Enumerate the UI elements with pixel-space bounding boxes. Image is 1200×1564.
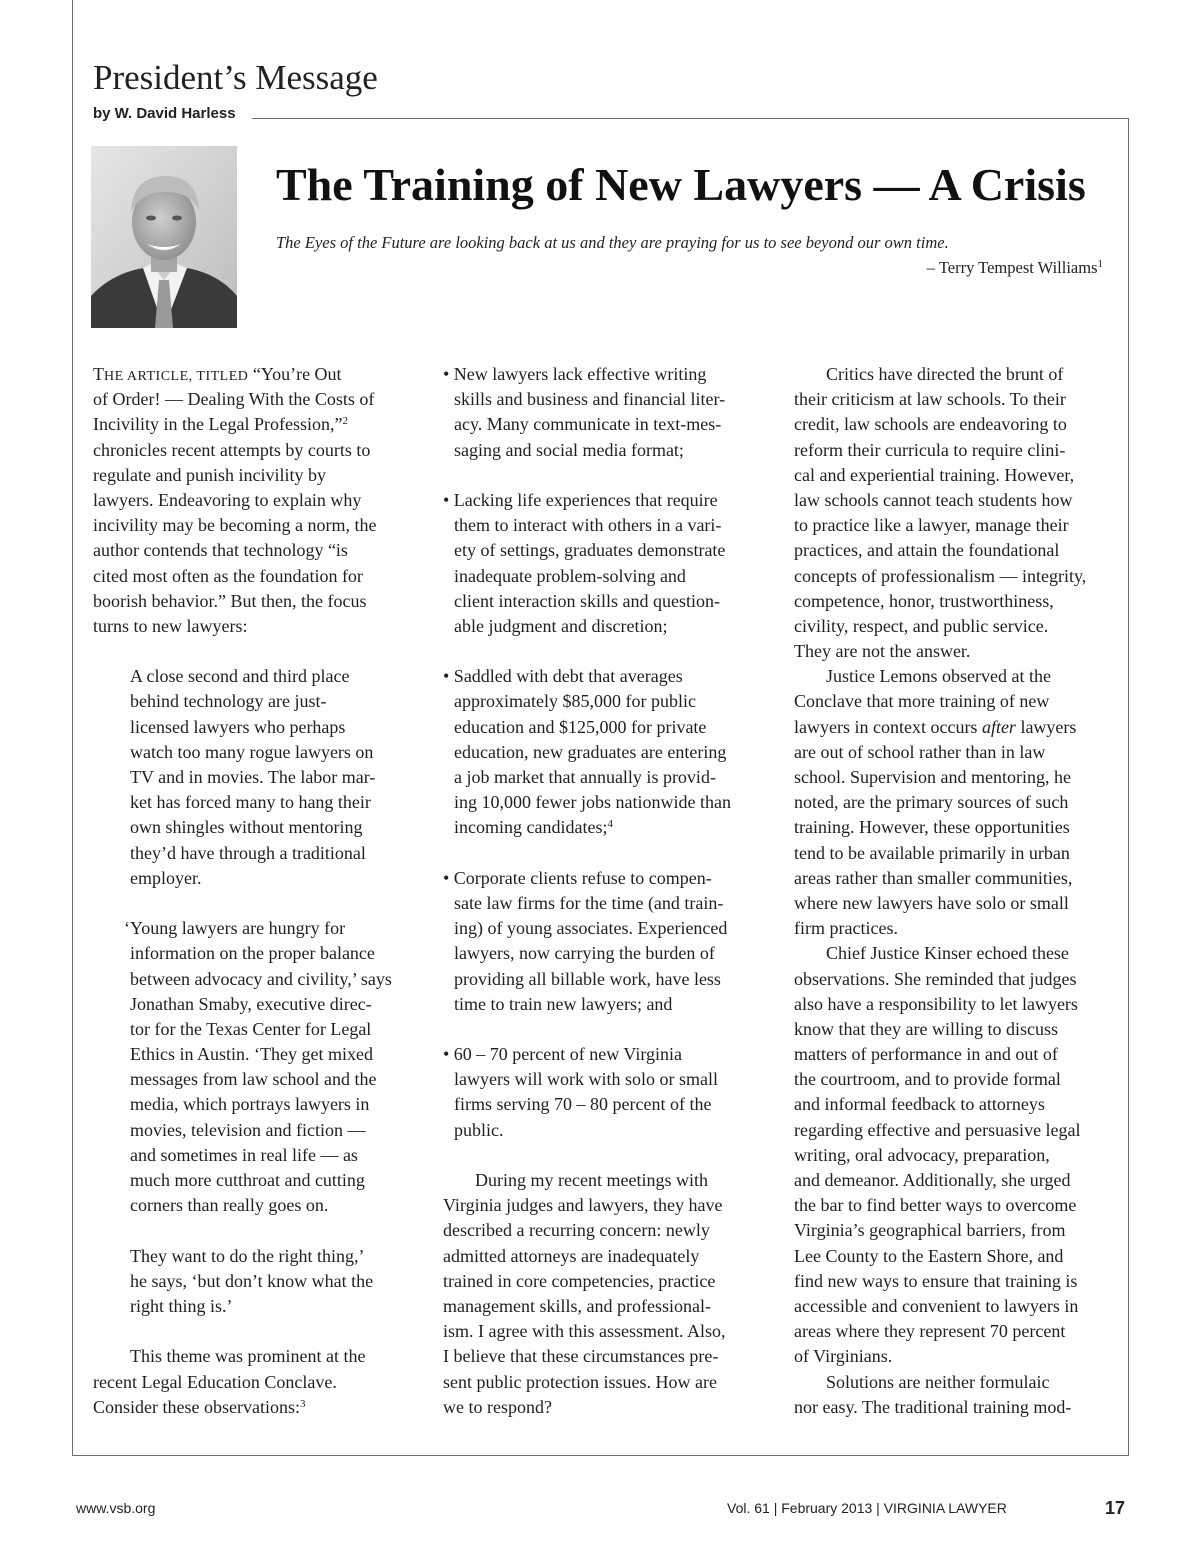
text-line: areas rather than smaller communities,: [794, 867, 1073, 888]
quote-line: ket has forced many to hang their: [130, 792, 371, 813]
quote-line: media, which portrays lawyers in: [130, 1094, 370, 1115]
text-line: cited most often as the foundation for: [93, 565, 363, 586]
text-line: we to respond?: [443, 1396, 552, 1417]
text-line: noted, are the primary sources of such: [794, 792, 1069, 813]
text-line: of Order! — Dealing With the Costs of: [93, 389, 375, 410]
text-line: find new ways to ensure that training is: [794, 1270, 1078, 1291]
text-line: law schools cannot teach students how: [794, 489, 1073, 510]
quote-line: information on the proper balance: [130, 943, 375, 964]
text-line: public.: [454, 1119, 504, 1140]
text-line: saging and social media format;: [454, 439, 684, 460]
text-line: competence, honor, trustworthiness,: [794, 590, 1054, 611]
emphasis-word: after: [981, 716, 1016, 737]
quote-line: tor for the Texas Center for Legal: [130, 1018, 372, 1039]
text-line: know that they are willing to discuss: [794, 1018, 1058, 1039]
text-line: Conclave that more training of new: [794, 691, 1050, 712]
bullet-line: • Saddled with debt that averages: [443, 666, 683, 687]
column-2: [443, 362, 763, 1420]
text-line: inadequate problem-solving and: [454, 565, 686, 586]
text-line: They are not the answer.: [794, 641, 971, 662]
text-line: Justice Lemons observed at the: [826, 666, 1051, 687]
text-line: education, new graduates are entering: [454, 741, 727, 762]
drop-cap: T: [93, 364, 104, 384]
quote-line: much more cutthroat and cutting: [130, 1170, 365, 1190]
text-line: Incivility in the Legal Profession,”$^2$: [93, 414, 348, 435]
quote-line: licensed lawyers who perhaps: [130, 716, 346, 737]
text-line: matters of performance in and out of: [794, 1044, 1058, 1065]
text-line: approximately $85,000 for public: [454, 691, 696, 712]
quote-line: Ethics in Austin. ‘They get mixed: [130, 1044, 373, 1065]
text-line: incoming candidates;$^4$: [454, 817, 613, 838]
footer-issue-info: Vol. 61 | February 2013 | VIRGINIA LAWYER: [727, 1500, 1007, 1516]
bullet-line: • 60 – 70 percent of new Virginia: [443, 1044, 683, 1065]
text-line: nor easy. The traditional training mod-: [794, 1396, 1072, 1417]
column-3: [794, 362, 1112, 1420]
text-line: education and $125,000 for private: [454, 716, 707, 737]
attribution-text: – Terry Tempest Williams: [926, 258, 1098, 277]
quote-line: Jonathan Smaby, executive direc-: [130, 993, 372, 1014]
footnote-marker-4: 4: [607, 818, 613, 831]
text-line: author contends that technology “is: [93, 540, 348, 561]
quote-line: between advocacy and civility,’ says: [130, 968, 392, 989]
text-line: Critics have directed the brunt of: [826, 364, 1064, 384]
footnote-marker-2: 2: [342, 415, 348, 428]
footnote-marker-3: 3: [299, 1397, 306, 1410]
text-line: lawyers, now carrying the burden of: [454, 943, 715, 964]
text-line: acy. Many communicate in text-mes-: [454, 414, 722, 435]
page-frame-left-rule: [72, 0, 73, 1456]
footer-website: www.vsb.org: [76, 1500, 156, 1516]
epigraph-attribution: [600, 258, 1103, 278]
quote-line: own shingles without mentoring: [130, 817, 363, 838]
quote-line: ‘Young lawyers are hungry for: [124, 918, 346, 939]
text-line: Virginia’s geographical barriers, from: [794, 1220, 1066, 1241]
text-line: the courtroom, and to provide formal: [794, 1069, 1061, 1090]
small-caps-lead: HE ARTICLE, TITLED: [104, 369, 249, 384]
text-line: incivility may be becoming a norm, the: [93, 515, 377, 536]
text-line: able judgment and discretion;: [454, 615, 668, 636]
text-line: ing) of young associates. Experienced: [454, 918, 728, 939]
text-line: and informal feedback to attorneys: [794, 1094, 1045, 1115]
quote-line: watch too many rogue lawyers on: [130, 741, 374, 762]
text-line: admitted attorneys are inadequately: [443, 1245, 700, 1266]
page-number: 17: [1105, 1498, 1126, 1518]
bullet-line: • New lawyers lack effective writing: [443, 364, 707, 384]
quote-line: movies, television and fiction —: [130, 1119, 366, 1140]
text-line: also have a responsibility to let lawyers: [794, 993, 1078, 1014]
author-portrait: [91, 146, 237, 328]
byline-rule: [252, 118, 1129, 119]
text-line: civility, respect, and public service.: [794, 615, 1049, 636]
text-line: boorish behavior.” But then, the focus: [93, 590, 367, 611]
text-line: Chief Justice Kinser echoed these: [826, 943, 1069, 964]
text-line: This theme was prominent at the: [130, 1346, 366, 1367]
text-line: During my recent meetings with: [475, 1170, 708, 1190]
text-line: the bar to find better ways to overcome: [794, 1195, 1077, 1216]
quote-line: right thing is.’: [130, 1295, 233, 1316]
quote-line: behind technology are just-: [130, 691, 327, 712]
quote-line: employer.: [130, 867, 202, 888]
text-line: ety of settings, graduates demonstrate: [454, 540, 726, 561]
page-frame-right-rule: [1128, 118, 1129, 1456]
text-line: Solutions are neither formulaic: [826, 1371, 1050, 1392]
text-line: recent Legal Education Conclave.: [93, 1371, 337, 1392]
text-line: time to train new lawyers; and: [454, 993, 673, 1014]
text-line: sate law firms for the time (and train-: [454, 892, 724, 913]
text-line: Virginia judges and lawyers, they have: [443, 1195, 723, 1216]
text-line: tend to be available primarily in urban: [794, 842, 1070, 863]
text-line: turns to new lawyers:: [93, 615, 248, 636]
text-line: are out of school rather than in law: [794, 741, 1046, 762]
byline: by W. David Harless: [93, 105, 236, 122]
text-line: training. However, these opportunities: [794, 817, 1070, 838]
text-line: them to interact with others in a vari-: [454, 515, 722, 536]
quote-line: A close second and third place: [130, 666, 350, 687]
text-line: concepts of professionalism — integrity,: [794, 565, 1087, 586]
text-line: THE ARTICLE, TITLED “You’re Out: [93, 364, 342, 384]
section-title: President’s Message: [93, 58, 378, 97]
text-line: where new lawyers have solo or small: [794, 892, 1069, 913]
article-title: The Training of New Lawyers — A Crisis: [276, 159, 1086, 210]
text-line: lawyers will work with solo or small: [454, 1069, 718, 1090]
text-line: described a recurring concern: newly: [443, 1220, 710, 1241]
text-line: school. Supervision and mentoring, he: [794, 767, 1071, 787]
text-line: client interaction skills and question-: [454, 590, 720, 611]
text-line: providing all billable work, have less: [454, 968, 721, 989]
epigraph-quote: The Eyes of the Future are looking back at us and they are praying for us to see beyond our own time.: [276, 233, 949, 252]
quote-line: TV and in movies. The labor mar-: [130, 767, 376, 787]
text-line: accessible and convenient to lawyers in: [794, 1295, 1079, 1316]
text-line: ism. I agree with this assessment. Also,: [443, 1321, 726, 1342]
text-line: credit, law schools are endeavoring to: [794, 414, 1067, 435]
text-line: Consider these observations:$^3$: [93, 1396, 306, 1417]
text-line: regarding effective and persuasive legal: [794, 1119, 1081, 1140]
quote-line: he says, ‘but don’t know what the: [130, 1270, 374, 1291]
text-line: Lee County to the Eastern Shore, and: [794, 1245, 1064, 1266]
text-line: lawyers in context occurs after lawyers: [794, 716, 1077, 737]
text-line: cal and experiential training. However,: [794, 464, 1075, 485]
text-line: lawyers. Endeavoring to explain why: [93, 489, 362, 510]
text-line: trained in core competencies, practice: [443, 1270, 716, 1291]
quote-line: they’d have through a traditional: [130, 842, 366, 863]
text-line: and demeanor. Additionally, she urged: [794, 1170, 1071, 1190]
text-line: their criticism at law schools. To their: [794, 389, 1066, 410]
text-line: a job market that annually is provid-: [454, 767, 716, 787]
text-line: of Virginians.: [794, 1346, 893, 1367]
text-line: practices, and attain the foundational: [794, 540, 1060, 561]
text-line: observations. She reminded that judges: [794, 968, 1077, 989]
footnote-marker-1: 1: [1097, 258, 1103, 270]
text-line: sent public protection issues. How are: [443, 1371, 717, 1392]
text-line: firm practices.: [794, 918, 898, 939]
page-frame-bottom-rule: [72, 1455, 1129, 1456]
bullet-line: • Lacking life experiences that require: [443, 489, 718, 510]
text-line: regulate and punish incivility by: [93, 464, 326, 485]
text-line: I believe that these circumstances pre-: [443, 1346, 719, 1367]
column-1: [93, 362, 418, 1420]
quote-line: and sometimes in real life — as: [130, 1144, 358, 1165]
text-line: ing 10,000 fewer jobs nationwide than: [454, 792, 731, 813]
quote-line: They want to do the right thing,’: [130, 1245, 365, 1266]
text-line: areas where they represent 70 percent: [794, 1321, 1066, 1342]
bullet-line: • Corporate clients refuse to compen-: [443, 867, 712, 888]
quote-line: corners than really goes on.: [130, 1195, 329, 1216]
text-line: management skills, and professional-: [443, 1295, 711, 1316]
text-line: chronicles recent attempts by courts to: [93, 439, 371, 460]
text-line: writing, oral advocacy, preparation,: [794, 1144, 1050, 1165]
text-line: firms serving 70 – 80 percent of the: [454, 1094, 712, 1115]
text-line: skills and business and financial liter-: [454, 389, 726, 410]
text-line: to practice like a lawyer, manage their: [794, 515, 1069, 536]
text-line: reform their curricula to require clini-: [794, 439, 1066, 460]
quote-line: messages from law school and the: [130, 1069, 377, 1090]
